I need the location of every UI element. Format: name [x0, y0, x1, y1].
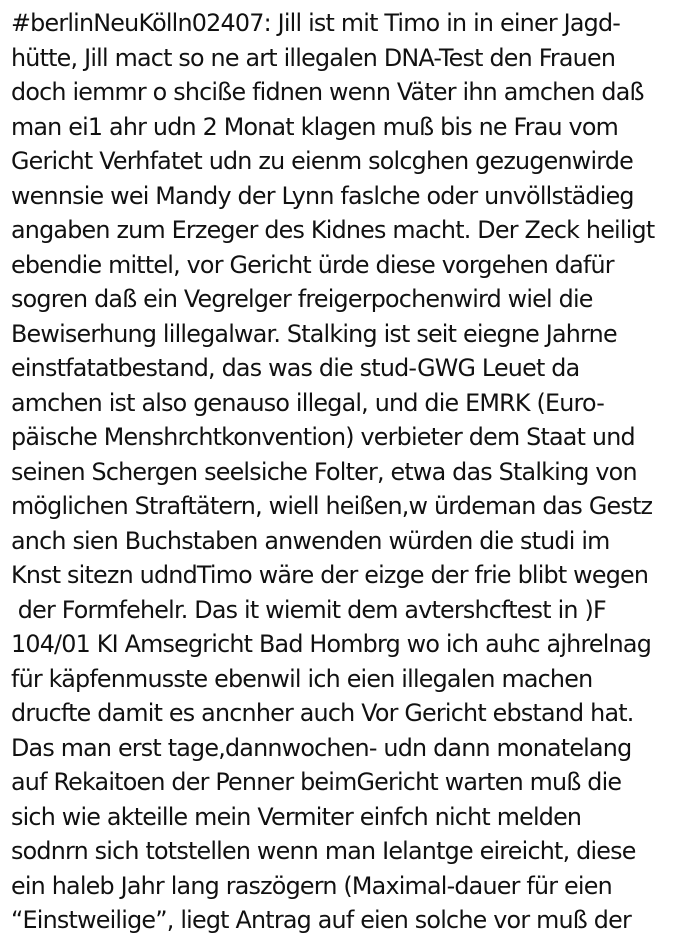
text-line: päische Menshrchtkonvention) verbieter dem Staat und	[11, 423, 635, 451]
text-line: hütte, Jill mact so ne art illegalen DNA-Test den Frauen	[11, 43, 616, 72]
text-line: 104/01 KI Amsegricht Bad Hombrg wo ich auhc ajhrelnag	[11, 630, 652, 658]
body-text	[11, 6, 681, 938]
text-line: Knst sitezn udndTimo wäre der eizge der frie blibt wegen	[11, 561, 649, 589]
text-line: drucfte damit es ancnher auch Vor Gericht ebstand hat.	[11, 699, 634, 727]
text-line: anch sien Buchstaben anwenden würden die studi im	[11, 526, 610, 555]
text-line: sodnrn sich totstellen wenn man Ielantge eireicht, diese	[11, 837, 636, 865]
text-line: ebendie mittel, vor Gericht ürde diese vorgehen dafür	[11, 250, 614, 279]
text-line: angaben zum Erzeger des Kidnes macht. Der Zeck heiligt	[11, 216, 655, 244]
text-line: wennsie wei Mandy der Lynn faslche oder unvöllstädieg	[11, 181, 634, 210]
text-line: möglichen Straftätern, wiell heißen,w ürdeman das Gestz	[11, 492, 653, 520]
text-line: seinen Schergen seelsiche Folter, etwa das Stalking von	[11, 457, 637, 486]
text-line: der Formfehelr. Das it wiemit dem avtershcftest in )F	[11, 595, 606, 624]
text-line: Bewiserhung lillegalwar. Stalking ist seit eiegne Jahrne	[11, 319, 617, 348]
text-line: auf Rekaitoen der Penner beimGericht warten muß die	[11, 768, 622, 796]
text-line: sich wie akteille mein Vermiter einfch nicht melden	[11, 802, 582, 831]
text-line: man ei1 ahr udn 2 Monat klagen muß bis ne Frau vom	[11, 112, 619, 141]
text-line: einstfatatbestand, das was die stud-GWG Leuet da	[11, 354, 580, 382]
text-line: Das man erst tage,dannwochen- udn dann monatelang	[11, 733, 632, 762]
text-line: #berlinNeuKölln02407: Jill ist mit Timo in in einer Jagd-	[11, 9, 621, 37]
text-line: “Einstweilige”, liegt Antrag auf eien solche vor muß der	[11, 906, 631, 934]
text-line: amchen ist also genauso illegal, und die EMRK (Euro-	[11, 388, 605, 417]
text-line: sogren daß ein Vegrelger freigerpochenwird wiel die	[11, 285, 593, 313]
text-line: für käpfenmusste ebenwil ich eien illegalen machen	[11, 664, 593, 693]
text-line: ein haleb Jahr lang raszögern (Maximal-dauer für eien	[11, 871, 612, 900]
text-line: Gericht Verhfatet udn zu eienm solcghen gezugenwirde	[11, 147, 634, 175]
text-line: doch iemmr o shciße fidnen wenn Väter ihn amchen daß	[11, 78, 644, 106]
